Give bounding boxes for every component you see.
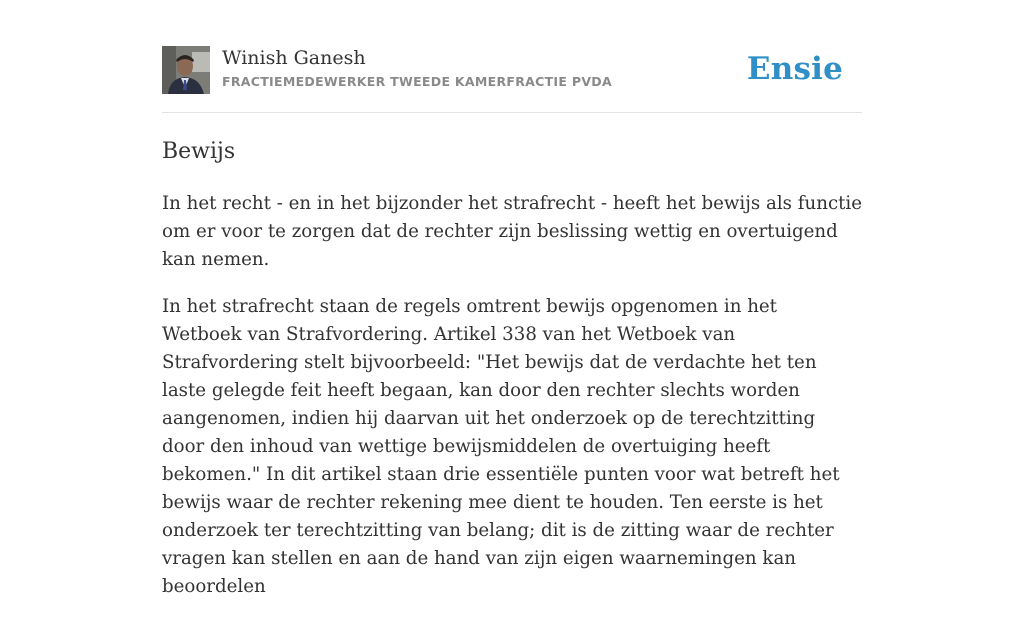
avatar-image <box>162 46 210 94</box>
ensie-logo[interactable]: Ensie <box>746 51 843 87</box>
article-body <box>162 190 862 620</box>
article-paragraph: In het recht - en in het bijzonder het strafrecht - heeft het bewijs als functie om er voor te zorgen dat de rechter zijn beslissing wettig en overtuigend kan nemen. <box>162 193 863 270</box>
author-role: FRACTIEMEDEWERKER TWEEDE KAMERFRACTIE PVDA <box>222 74 612 89</box>
article-header <box>162 0 862 113</box>
author-name[interactable]: Winish Ganesh <box>222 47 366 69</box>
article-paragraph: In het strafrecht staan de regels omtrent bewijs opgenomen in het Wetboek van Strafvordering. Artikel 338 van het Wetboek van Strafvordering stelt bijvoorbeeld: "Het bewijs dat de verdachte het ten laste gelegde feit heeft begaan, kan door den rechter slechts worden aangenomen, indien hij daarvan uit het onderzoek op de terechtzitting door den inhoud van wettige bewijsmiddelen de overtuiging heeft bekomen." In dit artikel staan drie essentiële punten voor wat betreft het bewijs waar de rechter rekening mee dient te houden. Ten eerste is het onderzoek ter terechtzitting van belang; dit is de zitting waar de rechter vragen kan stellen en aan de hand van zijn eigen waarnemingen kan beoordelen <box>162 296 840 597</box>
article-title: Bewijs <box>162 139 236 164</box>
avatar[interactable] <box>162 46 210 94</box>
article-card <box>162 0 863 597</box>
